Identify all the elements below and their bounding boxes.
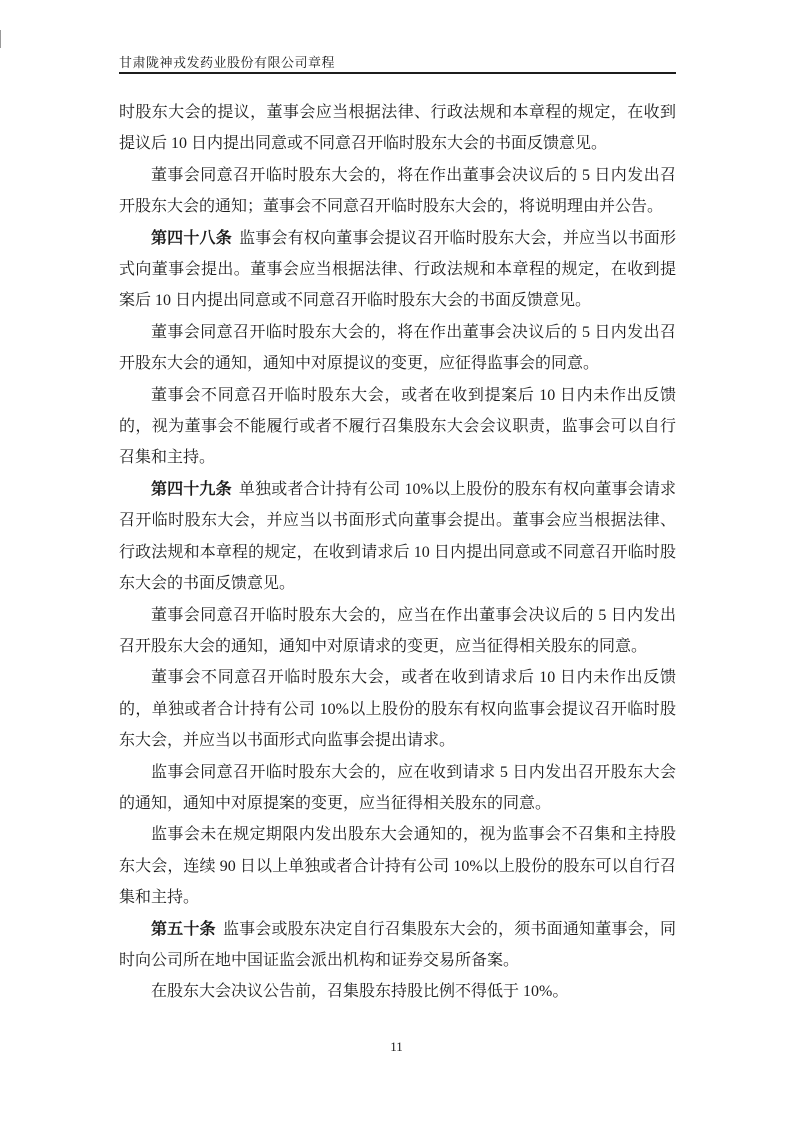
paragraph xyxy=(119,474,676,600)
paragraph-text: 在股东大会决议公告前，召集股东持股比例不得低于 10%。 xyxy=(151,983,569,1001)
paragraph xyxy=(119,757,676,820)
paragraph-text: 董事会同意召开临时股东大会的，将在作出董事会决议后的 5 日内发出召开股东大会的通知，通知中对原提议的变更，应征得监事会的同意。 xyxy=(119,323,676,373)
paragraph-text: 单独或者合计持有公司 10%以上股份的股东有权向董事会请求召开临时股东大会，并应当以书面形式向董事会提出。董事会应当根据法律、行政法规和本章程的规定，在收到请求后 10 日内提出同意或不同意召开临时股东大会的书面反馈意见。 xyxy=(119,480,676,593)
page-number: 11 xyxy=(390,1039,403,1054)
paragraph xyxy=(119,317,676,380)
paragraph-text: 董事会同意召开临时股东大会的，应当在作出董事会决议后的 5 日内发出召开股东大会的通知，通知中对原请求的变更，应当征得相关股东的同意。 xyxy=(119,606,676,655)
paragraph-text: 董事会不同意召开临时股东大会，或者在收到提案后 10 日内未作出反馈的，视为董事会不能履行或者不履行召集股东大会会议职责，监事会可以自行召集和主持。 xyxy=(119,386,676,467)
article-number: 第四十九条 xyxy=(151,480,232,498)
article-number: 第五十条 xyxy=(151,920,216,938)
page-footer xyxy=(0,1039,793,1055)
paragraph xyxy=(119,819,676,913)
paragraph xyxy=(119,97,676,160)
paragraph xyxy=(119,600,676,663)
paragraph xyxy=(119,380,676,474)
paragraph xyxy=(119,223,676,317)
paragraph xyxy=(119,976,676,1007)
paragraph xyxy=(119,160,676,223)
document-body xyxy=(119,97,676,1008)
header-title: 甘肃陇神戎发药业股份有限公司章程 xyxy=(119,55,336,70)
document-header xyxy=(119,55,676,74)
paragraph xyxy=(119,914,676,977)
paragraph-text: 监事会同意召开临时股东大会的，应在收到请求 5 日内发出召开股东大会的通知，通知中对原提案的变更，应当征得相关股东的同意。 xyxy=(119,763,676,812)
paragraph-text: 时股东大会的提议，董事会应当根据法律、行政法规和本章程的规定，在收到提议后 10 日内提出同意或不同意召开临时股东大会的书面反馈意见。 xyxy=(119,104,676,153)
paragraph-text: 董事会同意召开临时股东大会的，将在作出董事会决议后的 5 日内发出召开股东大会的通知；董事会不同意召开临时股东大会的，将说明理由并公告。 xyxy=(119,166,676,216)
paragraph-text: 监事会或股东决定自行召集股东大会的，须书面通知董事会，同时向公司所在地中国证监会派出机构和证券交易所备案。 xyxy=(119,920,676,969)
paragraph xyxy=(119,662,676,756)
paragraph-text: 董事会不同意召开临时股东大会，或者在收到请求后 10 日内未作出反馈的，单独或者合计持有公司 10%以上股份的股东有权向监事会提议召开临时股东大会，并应当以书面形式向监事会提出请求。 xyxy=(119,669,676,750)
paragraph-text: 监事会未在规定期限内发出股东大会通知的，视为监事会不召集和主持股东大会，连续 90 日以上单独或者合计持有公司 10%以上股份的股东可以自行召集和主持。 xyxy=(119,826,676,907)
paragraph-text: 监事会有权向董事会提议召开临时股东大会，并应当以书面形式向董事会提出。董事会应当根据法律、行政法规和本章程的规定，在收到提案后 10 日内提出同意或不同意召开临时股东大会的书面反馈意见。 xyxy=(119,229,676,310)
article-number: 第四十八条 xyxy=(151,229,232,247)
scan-edge-artifact xyxy=(0,30,1,48)
